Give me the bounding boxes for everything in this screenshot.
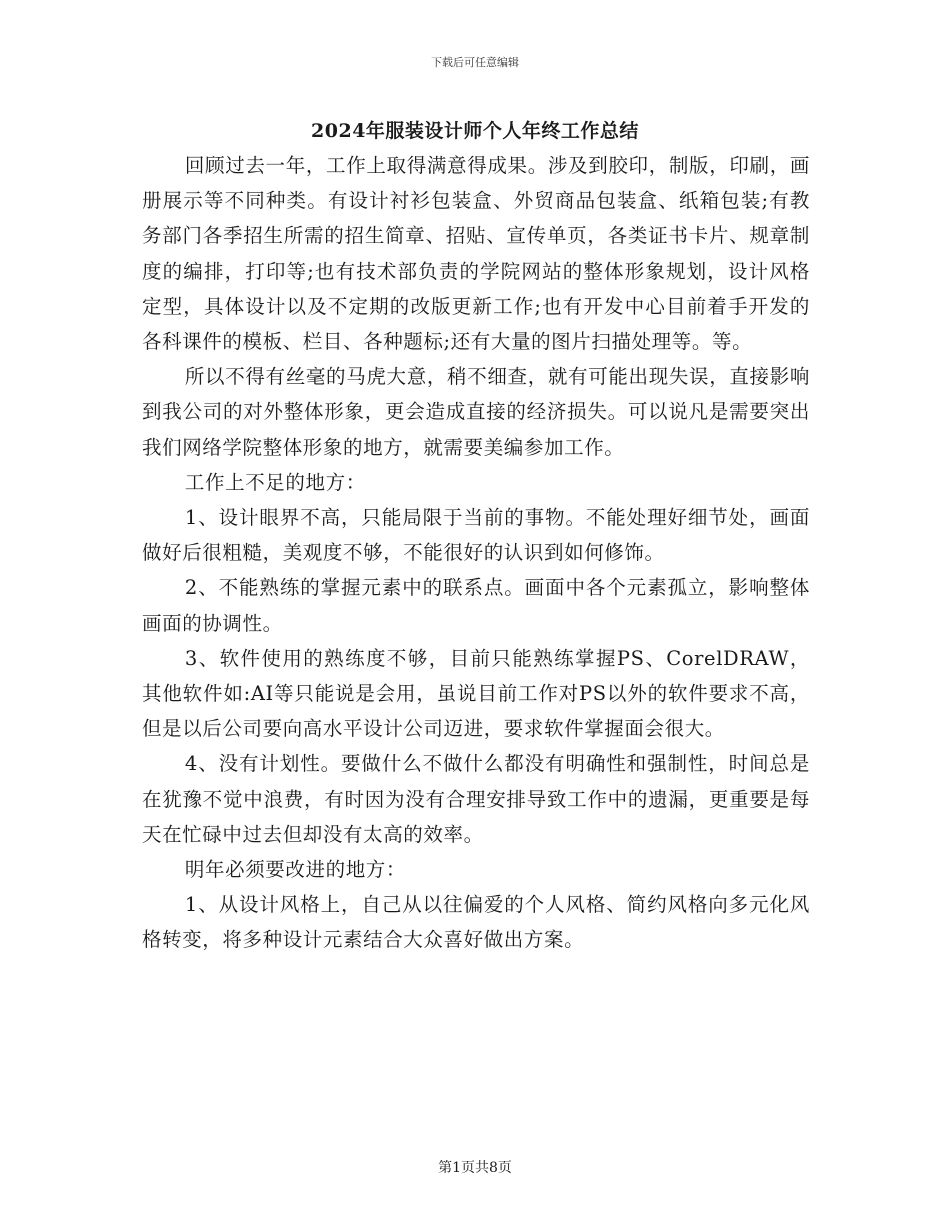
- section-heading: 明年必须要改进的地方：: [184, 858, 406, 882]
- list-item: 2、不能熟练的掌握元素中的联系点。画面中各个元素孤立，影响整体画面的协调性。: [142, 576, 810, 635]
- list-item: 4、没有计划性。要做什么不做什么都没有明确性和强制性，时间总是在犹豫不觉中浪费，有时因为没有合理安排导致工作中的遗漏，更重要是每天在忙碌中过去但却没有太高的效率。: [142, 752, 810, 846]
- paragraph: 所以不得有丝毫的马虎大意，稍不细查，就有可能出现失误，直接影响到我公司的对外整体形象，更会造成直接的经济损失。可以说凡是需要突出我们网络学院整体形象的地方，就需要美编参加工作。: [142, 365, 810, 459]
- paragraph: 回顾过去一年，工作上取得满意得成果。涉及到胶印，制版，印刷，画册展示等不同种类。有设计衬衫包装盒、外贸商品包装盒、纸箱包装;有教务部门各季招生所需的招生简章、招贴、宣传单页，各类证书卡片、规章制度的编排，打印等;也有技术部负责的学院网站的整体形象规划，设计风格定型，具体设计以及不定期的改版更新工作;也有开发中心目前着手开发的各科课件的模板、栏目、各种题标;还有大量的图片扫描处理等。等。: [142, 154, 810, 354]
- section-heading: 工作上不足的地方：: [184, 470, 366, 494]
- page-header-note: 下载后可任意编辑: [431, 56, 519, 69]
- list-item: 1、设计眼界不高，只能局限于当前的事物。不能处理好细节处，画面做好后很粗糙，美观度不够，不能很好的认识到如何修饰。: [142, 506, 810, 565]
- document-body: [142, 148, 810, 958]
- page-number: 第1页共8页: [438, 1160, 512, 1176]
- list-item: 3、软件使用的熟练度不够，目前只能熟练掌握PS、CorelDRAW，其他软件如:AI等只能说是会用，虽说目前工作对PS以外的软件要求不高，但是以后公司要向高水平设计公司迈进，要求软件掌握面会很大。: [142, 646, 810, 741]
- document-title: 2024年服装设计师个人年终工作总结: [311, 120, 639, 142]
- list-item: 1、从设计风格上，自己从以往偏爱的个人风格、简约风格向多元化风格转变，将多种设计元素结合大众喜好做出方案。: [142, 893, 810, 952]
